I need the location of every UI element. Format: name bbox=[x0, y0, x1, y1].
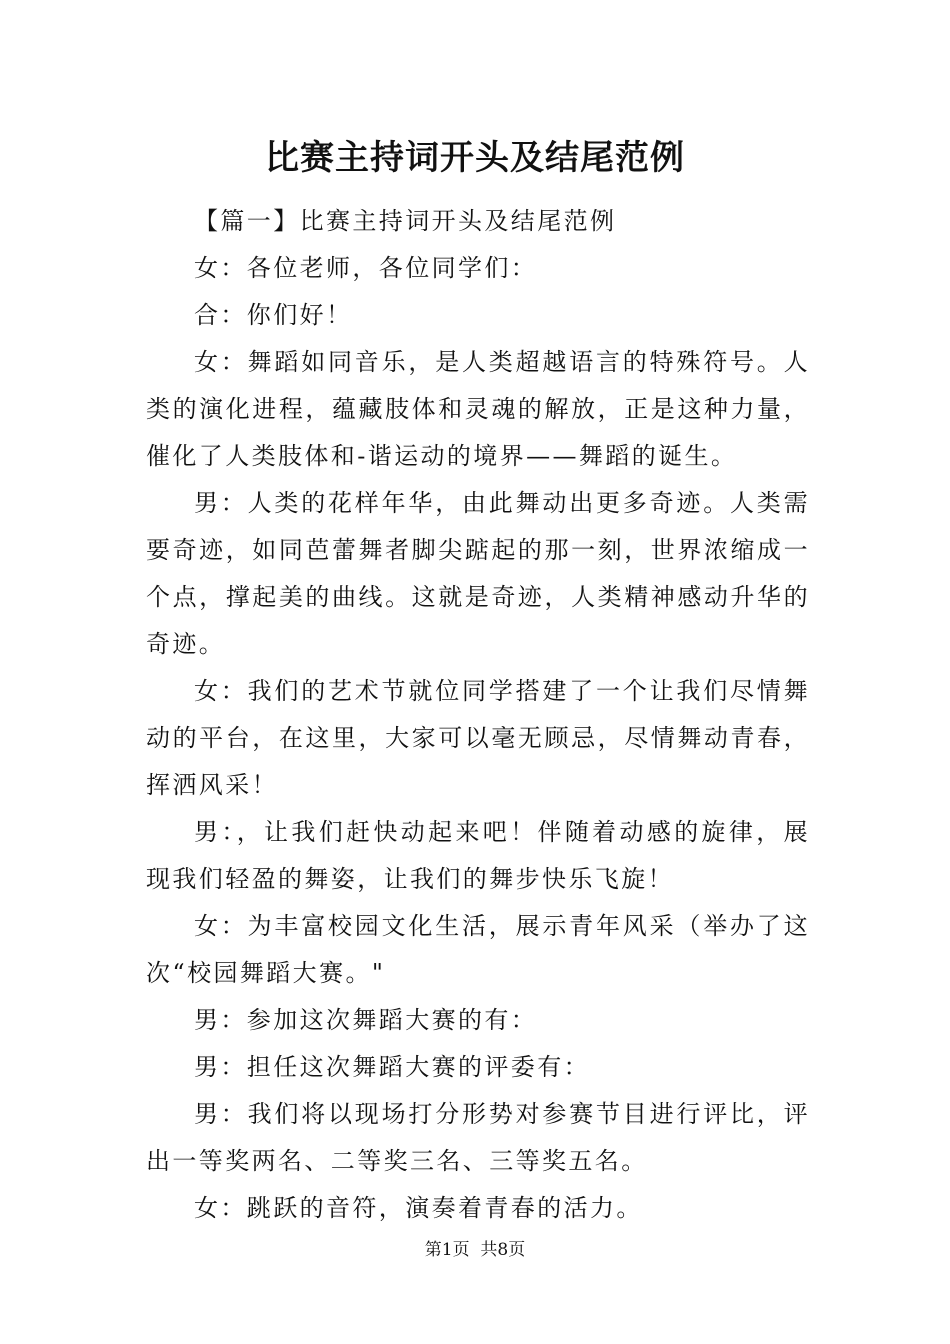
paragraph: 男：参加这次舞蹈大赛的有： bbox=[194, 1006, 538, 1034]
paragraph: 女：各位老师，各位同学们： bbox=[194, 254, 538, 282]
paragraph-section-heading: 【篇一】比赛主持词开头及结尾范例 bbox=[194, 207, 617, 235]
page-number: 第1页 bbox=[424, 1240, 470, 1260]
paragraph: 合：你们好！ bbox=[194, 301, 353, 329]
paragraph: 女：跳跃的音符，演奏着青春的活力。 bbox=[194, 1194, 643, 1222]
paragraph: 女：舞蹈如同音乐，是人类超越语言的特殊符号。人类的演化进程，蕴藏肢体和灵魂的解放，正是这种力量，催化了人类肢体和-谐运动的境界——舞蹈的诞生。 bbox=[146, 348, 810, 470]
paragraph: 男：我们将以现场打分形势对参赛节目进行评比，评出一等奖两名、二等奖三名、三等奖五名。 bbox=[146, 1100, 810, 1175]
document-body bbox=[146, 198, 810, 1232]
paragraph: 女：为丰富校园文化生活，展示青年风采（举办了这次“校园舞蹈大赛。" bbox=[146, 912, 810, 987]
paragraph: 男：人类的花样年华，由此舞动出更多奇迹。人类需要奇迹，如同芭蕾舞者脚尖踮起的那一刻，世界浓缩成一个点，撑起美的曲线。这就是奇迹，人类精神感动升华的奇迹。 bbox=[146, 489, 810, 658]
page-total: 共8页 bbox=[480, 1240, 526, 1260]
page-footer bbox=[0, 1238, 950, 1262]
paragraph: 男：，让我们赶快动起来吧！伴随着动感的旋律，展现我们轻盈的舞姿，让我们的舞步快乐飞旋！ bbox=[146, 818, 810, 893]
document-title: 比赛主持词开头及结尾范例 bbox=[265, 138, 685, 178]
paragraph: 男：担任这次舞蹈大赛的评委有： bbox=[194, 1053, 590, 1081]
paragraph: 女：我们的艺术节就位同学搭建了一个让我们尽情舞动的平台，在这里，大家可以毫无顾忌，尽情舞动青春，挥洒风采！ bbox=[146, 677, 810, 799]
